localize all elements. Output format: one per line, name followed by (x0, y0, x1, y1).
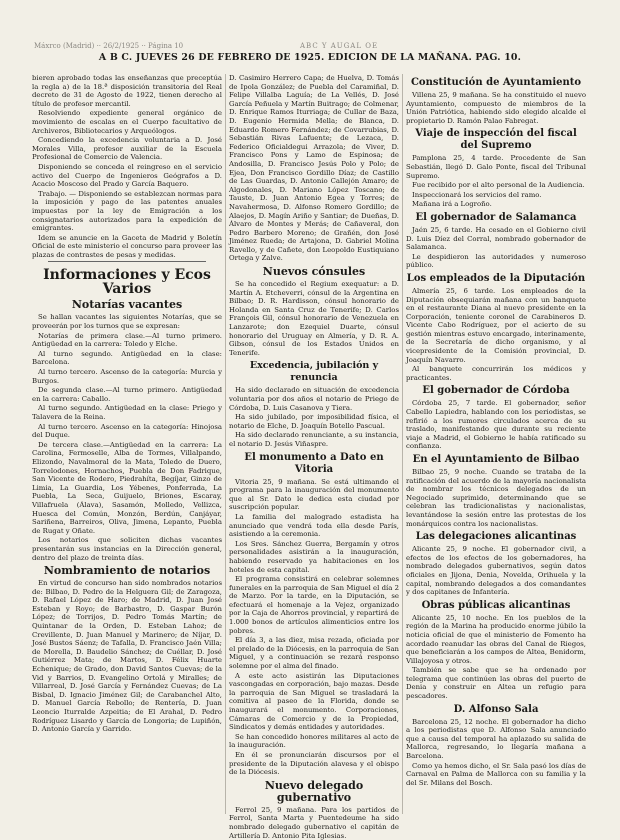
article-paragraph: Ha sido jubilado, por imposibilidad física, el notario de Elche, D. Joaquín Botello Pascual. (229, 413, 399, 430)
article-title: El gobernador de Córdoba (422, 385, 570, 397)
article-title: Nuevos cónsules (262, 265, 366, 279)
article-paragraph: Los notarios que soliciten dichas vacantes presentarán sus instancias en la Dirección general, dentro del plazo de treinta días. (32, 536, 222, 562)
article-paragraph: Bilbao 25, 9 noche. Cuando se trataba de la ratificación del acuerdo de la mayoría nacionalista de nombrar los técnicos delegados de un Negociado suprimido, determinando que se celebran las tradicionalistas y nacionalistas, levantándose la sesión entre las protestas de los monárquicos contra los nacionalistas. (406, 468, 586, 528)
article-paragraph: Inspeccionará los servicios del ramo. (412, 190, 542, 199)
column-1 (32, 74, 222, 819)
article-title: Notarías vacantes (71, 298, 183, 312)
article-paragraph: En él se pronunciarán discursos por el presidente de la Diputación alavesa y el obispo de la Diócesis. (229, 750, 399, 777)
section-heading: Informaciones y Ecos Varios (43, 267, 211, 298)
article-title: Constitución de Ayuntamiento (410, 77, 582, 88)
column-2 (229, 74, 399, 840)
article-paragraph: Como ya hemos dicho, el Sr. Sala pasó los días de Carnaval en Palma de Mallorca con su familia y la del Sr. Milans del Bosch. (406, 761, 586, 787)
article-paragraph: Ha sido declarado renunciante, a su instancia, el notario D. Jesús Viñaspre. (229, 431, 399, 448)
article-paragraph: Se hallan vacantes las siguientes Notarías, que se proveerán por los turnos que se expresan: (32, 313, 222, 331)
page-header: A B C. JUEVES 26 DE FEBRERO DE 1925. EDICION DE LA MAÑANA. PAG. 10. (98, 52, 522, 63)
article-paragraph: De segunda clase.—Al turno primero. Antigüedad en la carrera: Caballo. (32, 386, 222, 403)
article-paragraph: Al banquete concurrirán los médicos y practicantes. (406, 365, 586, 382)
article-paragraph: El programa consistirá en celebrar solemnes funerales en la parroquia de San Miguel el día 2 de Marzo. Por la tarde, en la Diputación, se efectuará el homenaje a la Vejez, organizado por la Caja de Ahorros provincial, y repartirá de 1.000 bonos de artículos alimenticios entre los pobres. (229, 575, 399, 635)
article-paragraph: Concediendo la excedencia voluntaria a D. José Morales Villa, profesor auxiliar de la Escuela Profesional de Comercio de Valencia. (32, 136, 222, 162)
article-paragraph: Ferrol 25, 9 mañana. Para los partidos de Ferrol, Santa Marta y Puentedeume ha sido nombrado delegado gubernativo el capitán de Artillería D. Antonio Pita Iglesias. (229, 805, 399, 840)
article-paragraph: El día 3, a las diez, misa rezada, oficiada por el prelado de la Diócesis, en la parroquia de San Miguel, y a continuación se rezará responso solemne por el alma del finado. (229, 636, 399, 671)
article-paragraph: Barcelona 25, 12 noche. El gobernador ha dicho a los periodistas que D. Alfonso Sala anunciado que a causa del temporal ha aplazado su salida de Mallorca, regresando, lo llegaría mañana a Barcelona. (406, 717, 586, 761)
article-paragraph: Los Sres. Sánchez Guerra, Bergamín y otros personalidades asistirán a la inauguración, habiendo reservado ya habitaciones en los hoteles de esta capital. (229, 539, 399, 574)
article-paragraph: A este acto asistirán las Diputaciones vascongadas en corporación, bajo mazas. Desde la parroquia de San Miguel se trasladará la comitiva al paseo de la Florida, donde se inaugurará el monumento. Corporaciones, Cámaras de Comercio y de la Propiedad, Sindicatos y demás entidades y autoridades. (229, 671, 399, 732)
article-paragraph: D. Casimiro Herrero Capa; de Huelva, D. Tomás de Ipola González; de Puebla del Caramiñal, D. Felipe Villalba Laguía; de La Vellés, D. José García Peñuela y Martín Buitrago; de Colmenar, D. Enrique Ramos Iturriaga; de Cullar de Baza, D. Eugenio Hermida Mella; de Blanca, D. Eduardo Romero Fernández; de Covarrubias, D. Sebastián Rivas Lafuente; de Lezaca, D. Federico Oficialdegui Arrazola; de Viver, D. Francisco Pons y Lamo de Espinosa; de Andosilla, D. Francisco Jesús Polo y Polo; de Ejea, Don Francisco Gordillo Díaz; de Castillo de Las Guardas, D. Antonio Callejón Amaro; de Algodonales, D. Mariano López Toscano; de Tauste, D. Juan Antonio Egea y Torres; de Navahermosa, D. Alfonso Romero Gordillo; de Alaejos, D. Magín Ariño y Santiar; de Dueñas, D. Álvaro de Montes y Merás; de Cañaveral, don Pedro Barbero Moreno; de Grañén, don José Jiménez Rueda; de Artajona, D. Gabriel Molina Ravello, y de Cañete, don Leopoldo Eustiquiano Ortega y Zalve. (229, 74, 399, 263)
section-rule (48, 261, 206, 262)
article-paragraph: Se han concedido honores militares al acto de la inauguración. (229, 732, 399, 750)
article-title: Nuevo delegado gubernativo (264, 778, 364, 804)
article-paragraph: Se ha concedido el Regium exequatur: a D. Martín A. Etcheverri, cónsul de la Argentina en Bilbao; D. R. Hardisson, cónsul honorario de Holanda en Santa Cruz de Tenerife; D. Carlos François Gil, cónsul honorario de Venezuela en Lanzarote; don Ezequiel Duarte, cónsul honorario del Uruguay en Almería, y D. R. A. Gibson, cónsul de los Estados Unidos en Tenerife. (229, 280, 399, 357)
article-paragraph: Trabajo. — Disponiendo se establezcan normas para la imposición y pago de las patentes anuales impuestas por la ley de Emigración a los consignatarios autorizados para la expedición de emigrantes. (32, 189, 222, 233)
article-paragraph: Idem se anuncie en la Gaceta de Madrid y Boletín Oficial de este ministerio el concurso para proveer las plazas de contrastes de pesas y medidas. (32, 233, 222, 259)
article-paragraph: Mañana irá a Logroño. (412, 200, 492, 209)
article-paragraph: Vitoria 25, 9 mañana. Se está ultimando el programa para la inauguración del monumento que al Sr. Dato le dedica esta ciudad por suscripción popular. (229, 477, 399, 512)
article-paragraph: Fue recibido por el alto personal de la Audiencia. (412, 181, 585, 190)
article-paragraph: Al turno segundo. Antigüedad en la clase: Priego y Talavera de la Reina. (32, 404, 222, 421)
article-paragraph: De tercera clase.—Antigüedad en la carrera: La Carolina, Fermoselle, Alba de Tormes, Villalpando, Elizondo, Navalmoral de la Mata, Toledo de Duero, Torrelodones, Hornachos, Puebla de Don Fadrique, San Vicente de Rodero, Piedrahíta, Begíjar, Ginzo de Limia, La Guardia, Los Yébenes, Ponferrada, La Puebla, La Seca, Guijuelo, Briones, Escaray, Villafruela (Álava), Sasamón, Molledo, Vellizca, Huesca del Común, Monzón, Berdún, Canjáyar, Sariñena, Barreiros, Oliva, Jimena, Lepanto, Puebla de Rugat y Oñate. (32, 440, 222, 535)
article-paragraph: Almería 25, 6 tarde. Los empleados de la Diputación obsequiarán mañana con un banquete en el restaurante Diana al nuevo presidente en la Corporación, teniente coronel de Carabineros D. Vicente Cabo Rodríguez, por el acierto de su gestión mientras estuvo encargado, interinamente, de la Secretaría de dicho organismo, y al vicepresidente de la Comisión provincial, D. Joaquín Navarro. (406, 286, 586, 364)
column-divider (225, 74, 226, 814)
article-paragraph: Alicante 25, 10 noche. En los pueblos de la región de la Marina ha producido enorme júbilo la noticia oficial de que el ministerio de Fomento ha acordado reanudar las obras del Canal de Riegos, que beneficiarán a los campos de Altea, Benidorm, Villajoyosa y otros. (406, 613, 586, 665)
column-divider (402, 74, 403, 814)
article-paragraph: En virtud de concurso han sido nombrados notarios de: Bilbao, D. Pedro de la Helguera Gil; de Zaragoza, D. Rafael López de Haro; de Madrid, D. Juan José Esteban y Royo; de Barbastro, D. Gaspar Burón López; de Torrijos, D. Pedro Tomás Martín; de Quintanar de la Orden, D. Esteban Lahoz; de Crevillente, D. Juan Manuel y Marinero; de Níjar, D. José Bustos Sáenz; de Tafalla, D. Francisco Jaén Villa; de Morella, D. Baudelio Sánchez; de Cuéllar, D. José Gutiérrez Mata; de Martos, D. Félix Huarte Echenique; de Grado, don David Santos Cuevas; de la Vid y Barrios, D. Evangelino Ortolá y Miralles; de Villarreal, D. José García y Fernández Cuevas; de La Bisbal, D. Ignacio Jiménez Gil; de Carabanchel Alto, D. Manuel García Rebollo; de Rentería, D. Juan Leoncio Iturralde Azpeitia; de El Arahal, D. Pedro Rodríguez Lisardo y García de Longoria; de Lupiñón, D. Antonio García y Garrido. (32, 579, 222, 734)
article-title: D. Alfonso Sala (453, 703, 539, 715)
article-title: Las delegaciones alicantinas (415, 531, 577, 543)
article-paragraph: Al turno segundo. Antigüedad en la clase: Barcelona. (32, 349, 222, 367)
article-paragraph: bieren aprobado todas las enseñanzas que preceptúa la regla a) de la 18.ª disposición transitoria del Real decreto de 31 de Agosto de 1922, tienen derecho al título de profesor mercantil. (32, 74, 222, 108)
article-title: Los empleados de la Diputación (406, 272, 586, 284)
article-title: El monumento a Dato en Vitoria (244, 451, 384, 475)
column-3 (406, 74, 586, 819)
archive-strip-left: Máxrco (Madrid) ·· 26/2/1925 ·· Página 10 (34, 42, 184, 50)
article-paragraph: Ha sido declarado en situación de excedencia voluntaria por dos años el notario de Priego de Córdoba, D. Luis Casanova y Tiera. (229, 386, 399, 412)
article-paragraph: La familia del malogrado estadista ha anunciado que vendrá toda ella desde París, asistiendo a la ceremonia. (229, 512, 399, 539)
article-title: Viaje de inspección del fiscal del Supremo (415, 128, 577, 152)
article-paragraph: Resolviendo expediente general orgánico de movimiento de escalas en el Cuerpo facultativo de Archiveros, Bibliotecarios y Arqueólogos. (32, 109, 222, 135)
article-paragraph: Alicante 25, 9 noche. El gobernador civil, a efectos de los efectos de los gobernadores, ha nombrado delegados gubernativos, según datos oficiales en Jijona, Denia, Novelda, Orihuela y la capital, nombrando delegados a dos comandantes y dos capitanes de Infantería. (406, 545, 586, 597)
article-paragraph: Jaén 25, 6 tarde. Ha cesado en el Gobierno civil D. Luis Díez del Corral, nombrado gobernador de Salamanca. (406, 225, 586, 252)
article-title: En el Ayuntamiento de Bilbao (412, 454, 580, 465)
archive-strip-right: ABC Y AUGAL OE (300, 42, 379, 50)
article-paragraph: Villena 25, 9 mañana. Se ha constituido el nuevo Ayuntamiento, compuesto de miembros de la Unión Patriótica, habiendo sido elegido alcalde el propietario D. Ramón Palao Fabregat. (406, 91, 586, 125)
article-paragraph: Córdoba 25, 7 tarde. El gobernador, señor Cabello Lapiedra, hablando con los periodistas, se refirió a los rumores circulados acerca de su traslado, manifestando que durante su reciente viaje a Madrid, el Gobierno le había ratificado su confianza. (406, 399, 586, 451)
article-title: El gobernador de Salamanca (415, 211, 577, 223)
article-paragraph: Le despidieron las autoridades y numeroso público. (406, 252, 586, 270)
article-paragraph: También se sabe que se ha ordenado por telegrama que continúen las obras del puerto de Denia y construir en Altea un refugio para pescadores. (406, 666, 586, 701)
article-title: Nombramiento de notarios (43, 564, 211, 578)
article-title: Excedencia, jubilación y renuncia (249, 360, 379, 384)
article-paragraph: Pamplona 25, 4 tarde. Procedente de San Sebastián, llegó D. Galo Ponte, fiscal del Tribunal Supremo. (406, 154, 586, 180)
article-paragraph: Al turno tercero. Ascenso en la categoría: Hinojosa del Duque. (32, 422, 222, 440)
article-paragraph: Notarías de primera clase.—Al turno primero. Antigüedad en la carrera: Toledo y Elche. (32, 331, 222, 349)
article-paragraph: Al turno tercero. Ascenso de la categoría: Murcia y Burgos. (32, 368, 222, 385)
article-paragraph: Disponiendo se conceda el reingreso en el servicio activo del Cuerpo de Ingenieros Geógrafos a D. Acacio Moscoso del Prado y García Baquero. (32, 162, 222, 189)
article-title: Obras públicas alicantinas (421, 599, 571, 611)
